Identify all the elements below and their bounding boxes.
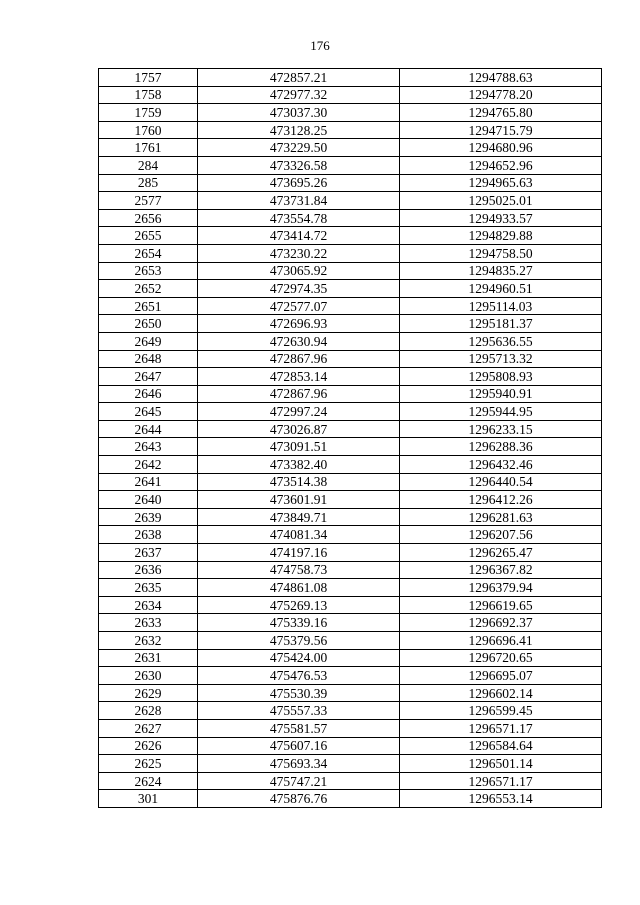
point-number-cell: 2646 (99, 385, 198, 403)
x-coordinate-cell: 473601.91 (198, 491, 400, 509)
y-coordinate-cell: 1294933.57 (400, 209, 602, 227)
x-coordinate-cell: 475557.33 (198, 702, 400, 720)
point-number-cell: 2624 (99, 772, 198, 790)
x-coordinate-cell: 473414.72 (198, 227, 400, 245)
x-coordinate-cell: 472857.21 (198, 69, 400, 87)
table-row (99, 209, 602, 227)
y-coordinate-cell: 1296599.45 (400, 702, 602, 720)
table-row (99, 755, 602, 773)
y-coordinate-cell: 1296265.47 (400, 544, 602, 562)
point-number-cell: 2653 (99, 262, 198, 280)
table-row (99, 297, 602, 315)
y-coordinate-cell: 1295940.91 (400, 385, 602, 403)
point-number-cell: 2647 (99, 368, 198, 386)
table-row (99, 174, 602, 192)
y-coordinate-cell: 1296207.56 (400, 526, 602, 544)
table-row (99, 473, 602, 491)
point-number-cell: 2648 (99, 350, 198, 368)
table-row (99, 561, 602, 579)
y-coordinate-cell: 1296553.14 (400, 790, 602, 808)
x-coordinate-cell: 473326.58 (198, 156, 400, 174)
y-coordinate-cell: 1296233.15 (400, 420, 602, 438)
point-number-cell: 2627 (99, 719, 198, 737)
table-row (99, 702, 602, 720)
x-coordinate-cell: 474758.73 (198, 561, 400, 579)
y-coordinate-cell: 1294965.63 (400, 174, 602, 192)
x-coordinate-cell: 475693.34 (198, 755, 400, 773)
x-coordinate-cell: 473065.92 (198, 262, 400, 280)
table-row (99, 262, 602, 280)
x-coordinate-cell: 473037.30 (198, 104, 400, 122)
x-coordinate-cell: 473091.51 (198, 438, 400, 456)
x-coordinate-cell: 473695.26 (198, 174, 400, 192)
y-coordinate-cell: 1296412.26 (400, 491, 602, 509)
x-coordinate-cell: 475581.57 (198, 719, 400, 737)
point-number-cell: 1757 (99, 69, 198, 87)
y-coordinate-cell: 1294765.80 (400, 104, 602, 122)
table-row (99, 649, 602, 667)
point-number-cell: 2655 (99, 227, 198, 245)
x-coordinate-cell: 472977.32 (198, 86, 400, 104)
point-number-cell: 1758 (99, 86, 198, 104)
table-row (99, 315, 602, 333)
table-row (99, 632, 602, 650)
point-number-cell: 2634 (99, 596, 198, 614)
x-coordinate-cell: 475530.39 (198, 684, 400, 702)
point-number-cell: 2644 (99, 420, 198, 438)
table-row (99, 403, 602, 421)
point-number-cell: 2632 (99, 632, 198, 650)
table-row (99, 121, 602, 139)
x-coordinate-cell: 472577.07 (198, 297, 400, 315)
point-number-cell: 2650 (99, 315, 198, 333)
y-coordinate-cell: 1295808.93 (400, 368, 602, 386)
x-coordinate-cell: 472974.35 (198, 280, 400, 298)
x-coordinate-cell: 475876.76 (198, 790, 400, 808)
table-row (99, 280, 602, 298)
y-coordinate-cell: 1296602.14 (400, 684, 602, 702)
y-coordinate-cell: 1296367.82 (400, 561, 602, 579)
point-number-cell: 2633 (99, 614, 198, 632)
x-coordinate-cell: 474197.16 (198, 544, 400, 562)
table-row (99, 156, 602, 174)
y-coordinate-cell: 1295636.55 (400, 332, 602, 350)
y-coordinate-cell: 1294829.88 (400, 227, 602, 245)
point-number-cell: 2640 (99, 491, 198, 509)
point-number-cell: 2577 (99, 192, 198, 210)
point-number-cell: 2643 (99, 438, 198, 456)
y-coordinate-cell: 1296584.64 (400, 737, 602, 755)
table-row (99, 385, 602, 403)
table-row (99, 772, 602, 790)
x-coordinate-cell: 473849.71 (198, 508, 400, 526)
point-number-cell: 2635 (99, 579, 198, 597)
point-number-cell: 2652 (99, 280, 198, 298)
x-coordinate-cell: 475339.16 (198, 614, 400, 632)
x-coordinate-cell: 472867.96 (198, 350, 400, 368)
x-coordinate-cell: 475424.00 (198, 649, 400, 667)
x-coordinate-cell: 474081.34 (198, 526, 400, 544)
point-number-cell: 2636 (99, 561, 198, 579)
x-coordinate-cell: 472867.96 (198, 385, 400, 403)
x-coordinate-cell: 473229.50 (198, 139, 400, 157)
table-row (99, 368, 602, 386)
y-coordinate-cell: 1295944.95 (400, 403, 602, 421)
point-number-cell: 2642 (99, 456, 198, 474)
table-row (99, 790, 602, 808)
point-number-cell: 2637 (99, 544, 198, 562)
x-coordinate-cell: 475269.13 (198, 596, 400, 614)
x-coordinate-cell: 475747.21 (198, 772, 400, 790)
point-number-cell: 2649 (99, 332, 198, 350)
x-coordinate-cell: 472630.94 (198, 332, 400, 350)
y-coordinate-cell: 1294960.51 (400, 280, 602, 298)
table-row (99, 86, 602, 104)
x-coordinate-cell: 473230.22 (198, 244, 400, 262)
x-coordinate-cell: 472853.14 (198, 368, 400, 386)
y-coordinate-cell: 1296432.46 (400, 456, 602, 474)
table-row (99, 579, 602, 597)
y-coordinate-cell: 1295713.32 (400, 350, 602, 368)
coordinates-table-body (99, 69, 602, 808)
x-coordinate-cell: 474861.08 (198, 579, 400, 597)
table-row (99, 508, 602, 526)
point-number-cell: 2639 (99, 508, 198, 526)
table-row (99, 544, 602, 562)
table-row (99, 526, 602, 544)
table-row (99, 332, 602, 350)
point-number-cell: 2625 (99, 755, 198, 773)
x-coordinate-cell: 472997.24 (198, 403, 400, 421)
y-coordinate-cell: 1296695.07 (400, 667, 602, 685)
y-coordinate-cell: 1296440.54 (400, 473, 602, 491)
point-number-cell: 2651 (99, 297, 198, 315)
page-number: 176 (310, 38, 330, 53)
table-row (99, 139, 602, 157)
y-coordinate-cell: 1294835.27 (400, 262, 602, 280)
y-coordinate-cell: 1296281.63 (400, 508, 602, 526)
x-coordinate-cell: 473026.87 (198, 420, 400, 438)
point-number-cell: 2641 (99, 473, 198, 491)
point-number-cell: 2630 (99, 667, 198, 685)
y-coordinate-cell: 1294758.50 (400, 244, 602, 262)
point-number-cell: 284 (99, 156, 198, 174)
point-number-cell: 2626 (99, 737, 198, 755)
y-coordinate-cell: 1294778.20 (400, 86, 602, 104)
table-row (99, 491, 602, 509)
x-coordinate-cell: 475476.53 (198, 667, 400, 685)
y-coordinate-cell: 1295181.37 (400, 315, 602, 333)
y-coordinate-cell: 1296379.94 (400, 579, 602, 597)
x-coordinate-cell: 473554.78 (198, 209, 400, 227)
point-number-cell: 2638 (99, 526, 198, 544)
x-coordinate-cell: 473382.40 (198, 456, 400, 474)
point-number-cell: 2654 (99, 244, 198, 262)
table-row (99, 192, 602, 210)
x-coordinate-cell: 473731.84 (198, 192, 400, 210)
table-row (99, 456, 602, 474)
y-coordinate-cell: 1296501.14 (400, 755, 602, 773)
table-row (99, 667, 602, 685)
coordinates-table (98, 68, 602, 808)
x-coordinate-cell: 473128.25 (198, 121, 400, 139)
table-row (99, 104, 602, 122)
point-number-cell: 2656 (99, 209, 198, 227)
table-row (99, 438, 602, 456)
point-number-cell: 1759 (99, 104, 198, 122)
point-number-cell: 2628 (99, 702, 198, 720)
point-number-cell: 2631 (99, 649, 198, 667)
table-row (99, 719, 602, 737)
table-row (99, 737, 602, 755)
y-coordinate-cell: 1296619.65 (400, 596, 602, 614)
table-row (99, 614, 602, 632)
y-coordinate-cell: 1294680.96 (400, 139, 602, 157)
table-row (99, 69, 602, 87)
point-number-cell: 1760 (99, 121, 198, 139)
y-coordinate-cell: 1296571.17 (400, 719, 602, 737)
point-number-cell: 2629 (99, 684, 198, 702)
x-coordinate-cell: 472696.93 (198, 315, 400, 333)
y-coordinate-cell: 1296571.17 (400, 772, 602, 790)
y-coordinate-cell: 1296692.37 (400, 614, 602, 632)
point-number-cell: 2645 (99, 403, 198, 421)
y-coordinate-cell: 1296696.41 (400, 632, 602, 650)
y-coordinate-cell: 1294652.96 (400, 156, 602, 174)
table-row (99, 350, 602, 368)
point-number-cell: 1761 (99, 139, 198, 157)
table-row (99, 227, 602, 245)
point-number-cell: 285 (99, 174, 198, 192)
y-coordinate-cell: 1295114.03 (400, 297, 602, 315)
point-number-cell: 301 (99, 790, 198, 808)
y-coordinate-cell: 1294788.63 (400, 69, 602, 87)
y-coordinate-cell: 1296288.36 (400, 438, 602, 456)
table-row (99, 684, 602, 702)
x-coordinate-cell: 473514.38 (198, 473, 400, 491)
x-coordinate-cell: 475379.56 (198, 632, 400, 650)
y-coordinate-cell: 1295025.01 (400, 192, 602, 210)
x-coordinate-cell: 475607.16 (198, 737, 400, 755)
table-row (99, 420, 602, 438)
y-coordinate-cell: 1294715.79 (400, 121, 602, 139)
y-coordinate-cell: 1296720.65 (400, 649, 602, 667)
table-row (99, 596, 602, 614)
table-row (99, 244, 602, 262)
